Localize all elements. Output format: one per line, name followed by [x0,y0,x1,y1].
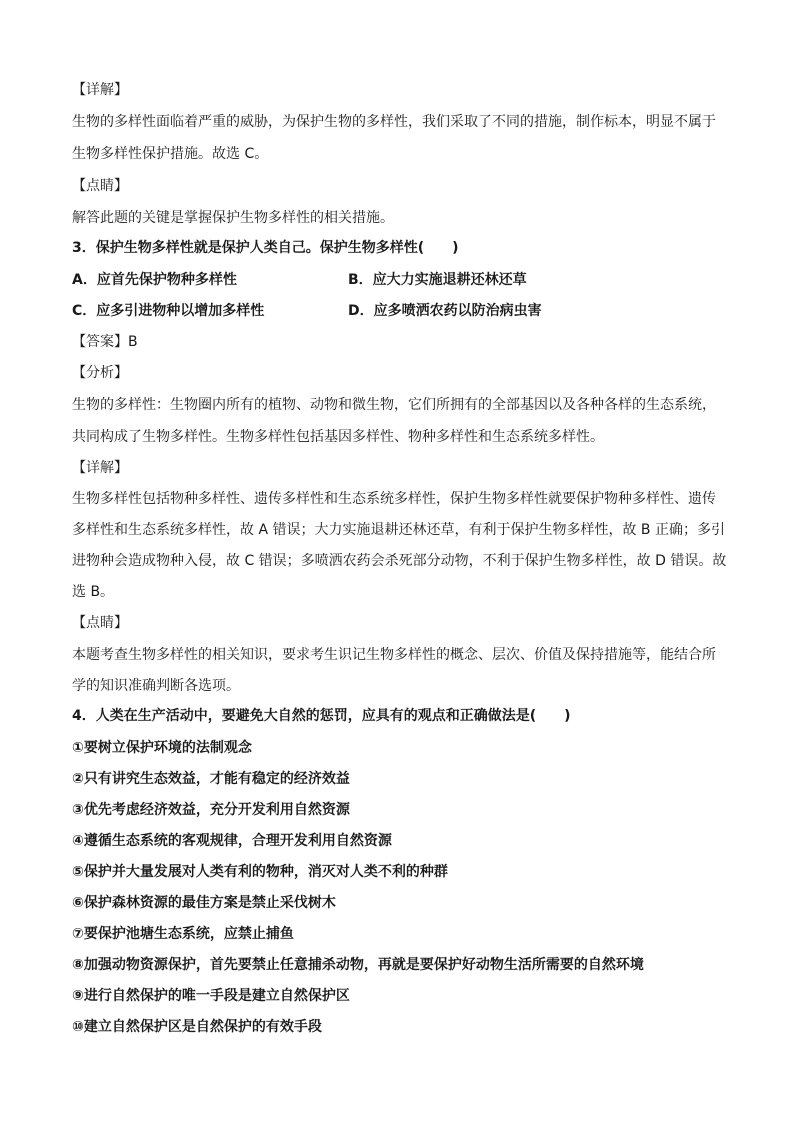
tip-text-line: 本题考查生物多样性的相关知识，要求考生识记生物多样性的概念、层次、价值及保持措施等，能结合所 [72,647,716,663]
analysis-text-line: 生物的多样性：生物圈内所有的植物、动物和微生物，它们所拥有的全部基因以及各种各样的生态系统， [72,397,716,413]
detail-text-line: 进物种会造成物种入侵，故 C 错误；多喷洒农药会杀死部分动物，不利于保护生物多样性，故 D 错误。故 [72,553,727,569]
question-4-item: ①要树立保护环境的法制观念 [72,740,252,756]
detail-text-line: 选 B。 [72,584,115,600]
question-4-item: ⑩建立自然保护区是自然保护的有效手段 [72,1019,322,1035]
question-3-option-a: A．应首先保护物种多样性 [72,272,237,288]
question-4-stem: 4．人类在生产活动中，要避免大自然的惩罚，应具有的观点和正确做法是( ) [72,708,571,724]
question-4-item: ⑦要保护池塘生态系统，应禁止捕鱼 [72,926,294,942]
tip-text-line: 学的知识准确判断各选项。 [72,678,240,694]
detail-heading: 【详解】 [72,460,128,476]
answer-line: 【答案】B [72,334,138,350]
question-4-item: ⑨进行自然保护的唯一手段是建立自然保护区 [72,988,350,1004]
question-3-option-c: C．应多引进物种以增加多样性 [72,303,265,319]
detail-heading: 【详解】 [72,82,128,98]
tip-text-line: 解答此题的关键是掌握保护生物多样性的相关措施。 [72,210,394,226]
question-4-item: ③优先考虑经济效益，充分开发利用自然资源 [72,802,350,818]
question-4-item: ⑤保护并大量发展对人类有利的物种，消灭对人类不利的种群 [72,864,448,880]
detail-text-line: 多样性和生态系统多样性，故 A 错误；大力实施退耕还林还草，有利于保护生物多样性，故 B 正确；多引 [72,522,725,538]
question-3-stem: 3．保护生物多样性就是保护人类自己。保护生物多样性( ) [72,240,459,256]
question-3-option-d: D．应多喷洒农药以防治病虫害 [348,303,542,319]
question-4-item: ②只有讲究生态效益，才能有稳定的经济效益 [72,771,350,787]
question-3-option-b: B．应大力实施退耕还林还草 [348,272,527,288]
detail-text-line: 生物多样性保护措施。故选 C。 [72,146,269,162]
tip-heading: 【点睛】 [72,615,128,631]
tip-heading: 【点睛】 [72,178,128,194]
question-4-item: ④遵循生态系统的客观规律，合理开发利用自然资源 [72,833,392,849]
question-4-item: ⑧加强动物资源保护，首先要禁止任意捕杀动物，再就是要保护好动物生活所需要的自然环境 [72,957,644,973]
question-4-item: ⑥保护森林资源的最佳方案是禁止采伐树木 [72,895,336,911]
detail-text-line: 生物多样性包括物种多样性、遗传多样性和生态系统多样性，保护生物多样性就要保护物种多样性、遗传 [72,491,716,507]
analysis-heading: 【分析】 [72,365,128,381]
analysis-text-line: 共同构成了生物多样性。生物多样性包括基因多样性、物种多样性和生态系统多样性。 [72,429,604,445]
detail-text-line: 生物的多样性面临着严重的威胁，为保护生物的多样性，我们采取了不同的措施，制作标本，明显不属于 [72,114,716,130]
